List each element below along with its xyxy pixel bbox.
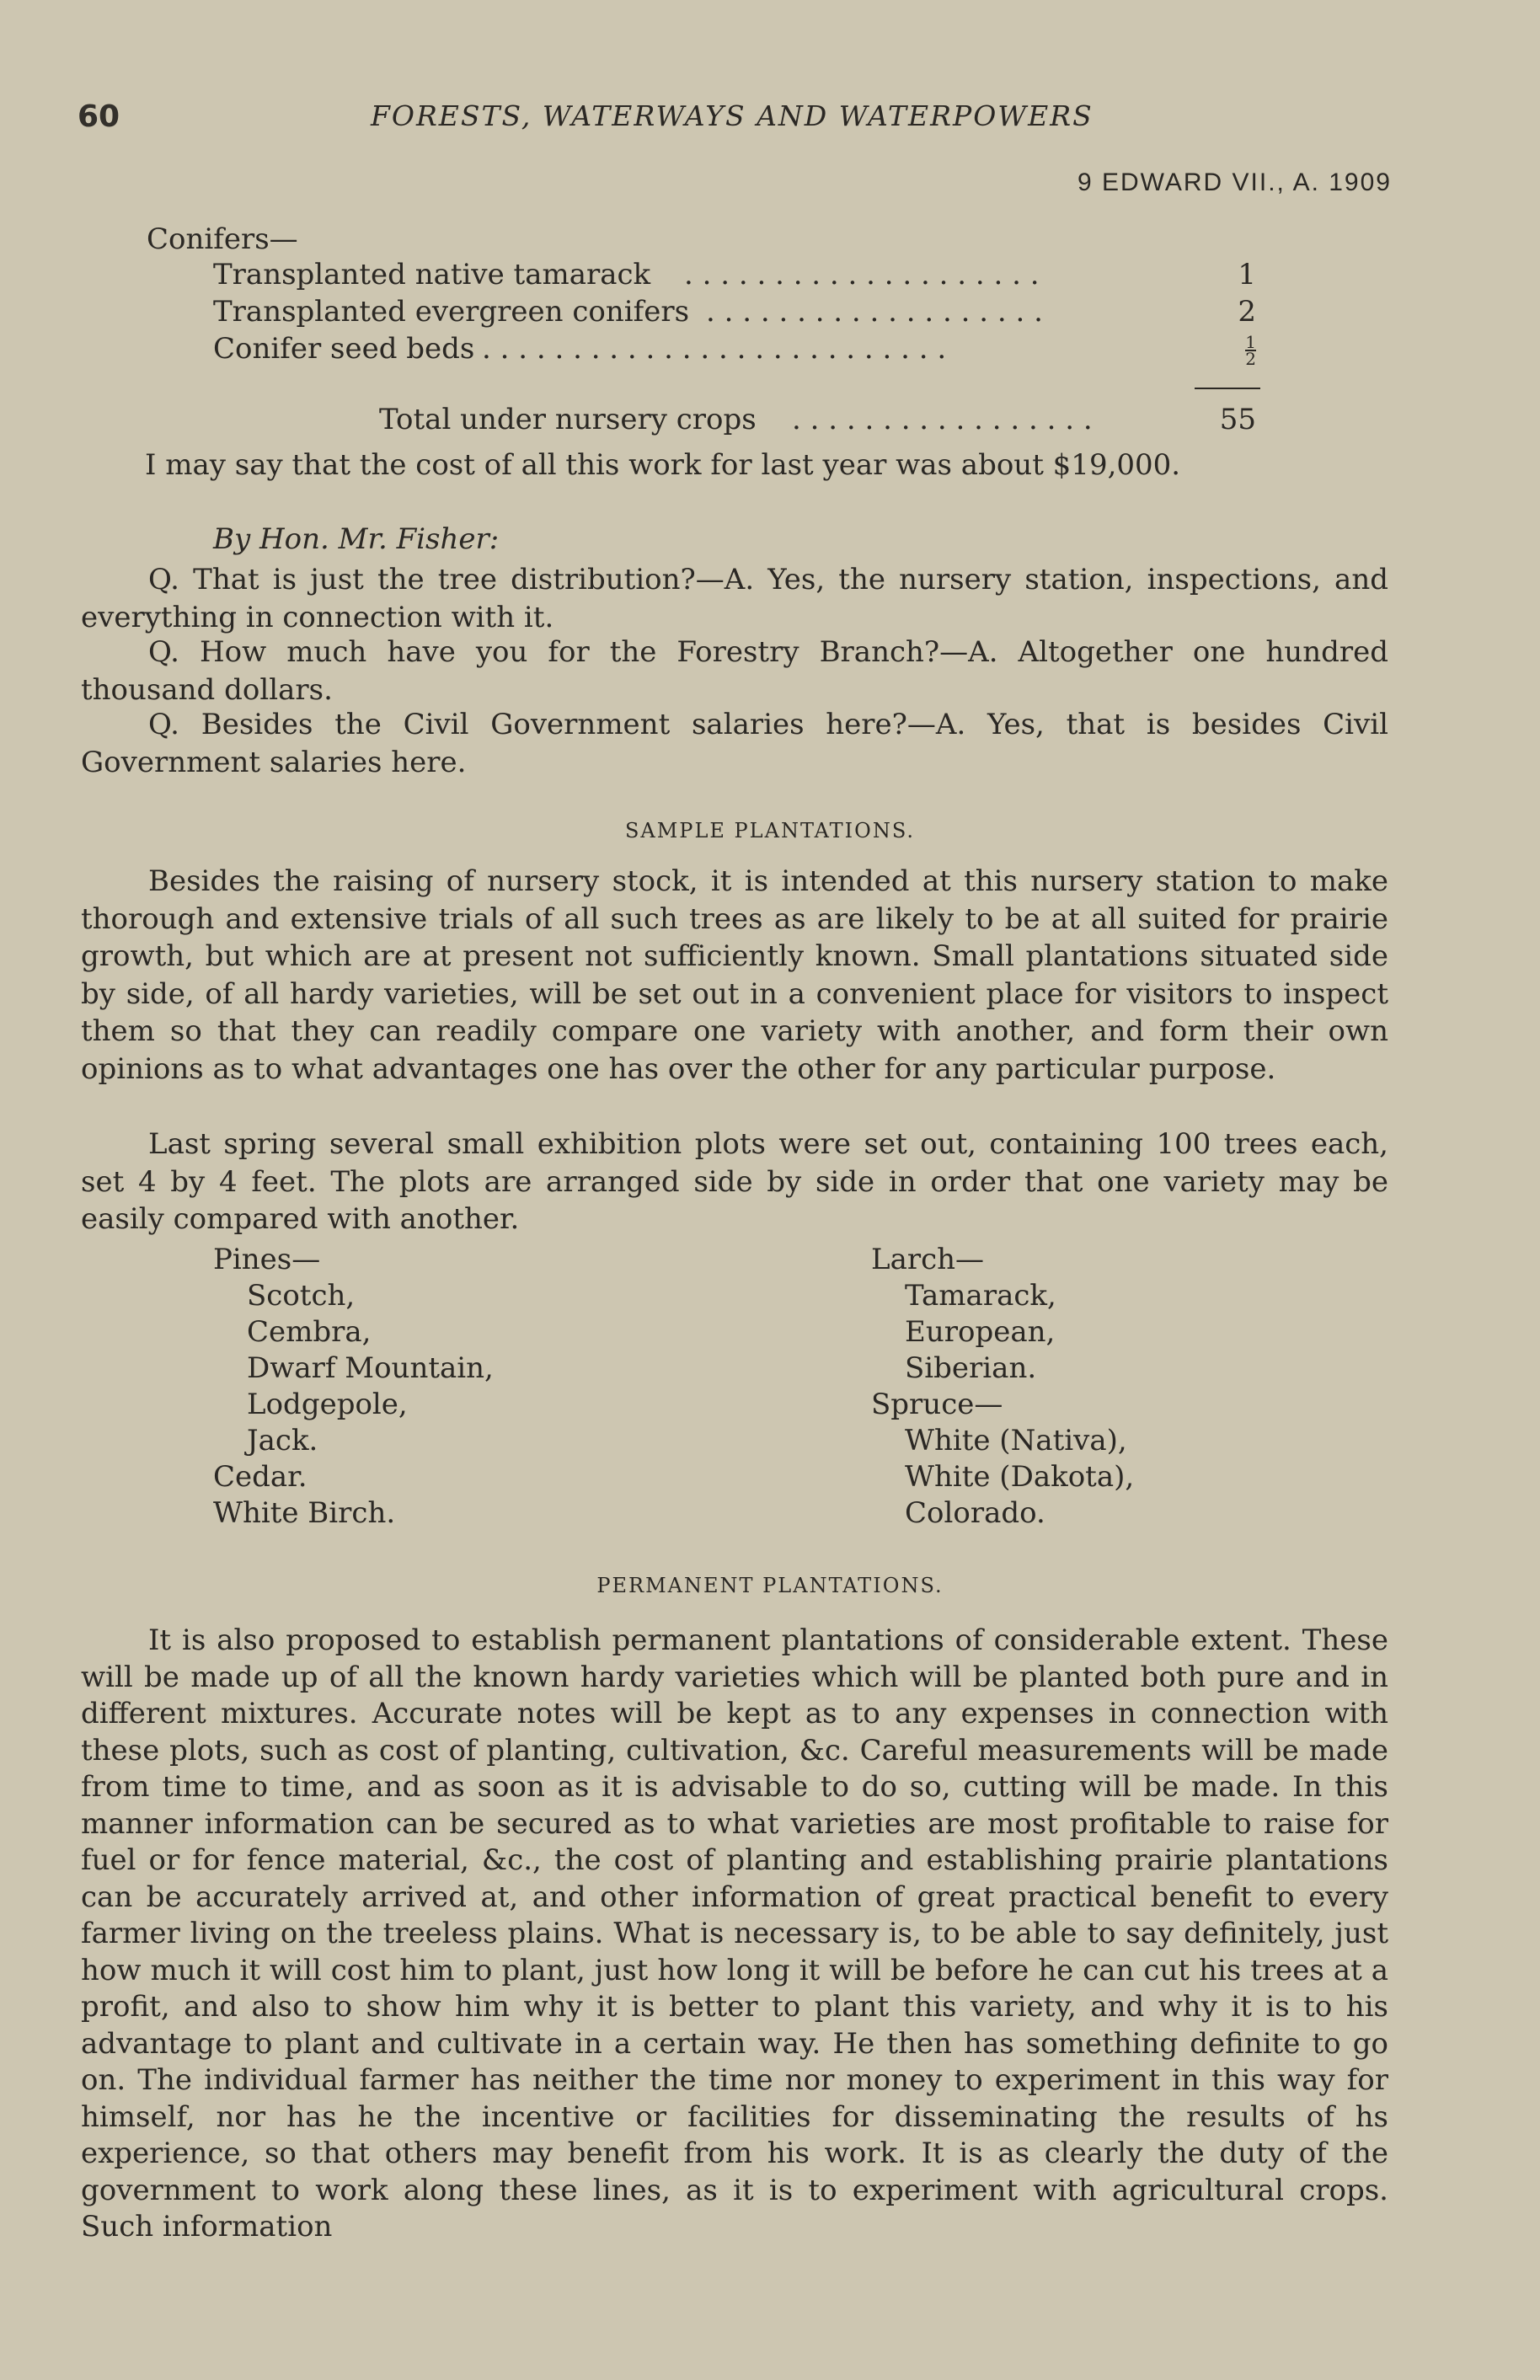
list-item: Lodgepole,: [247, 1388, 408, 1421]
total-rule: [1195, 388, 1260, 389]
row-value: 2: [1238, 295, 1256, 329]
body-paragraph: Besides the raising of nursery stock, it is intended at this nursery station to make thorough and extensive trials of all such trees as are likely to be at all suited for prairie growth, but which are at present not sufficiently known. Small plantations situated side by side, of all hardy varieties, will be set out in a convenient place for visitors to inspect them so that they can readily compare one variety with another, and form their own opinions as to what advantages one has over the other for any particular purpose.: [81, 864, 1388, 1086]
fraction: $\frac{1}{2}$: [1245, 332, 1256, 369]
list-item: Tamarack,: [905, 1279, 1056, 1313]
nursery-row: [0, 295, 1540, 332]
list-item: Cedar.: [213, 1460, 307, 1494]
list-item: Jack.: [247, 1424, 318, 1457]
cost-line: I may say that the cost of all this work for last year was about $19,000.: [145, 448, 1181, 482]
list-heading: Spruce—: [871, 1388, 1003, 1421]
total-value: 55: [1219, 403, 1256, 436]
leader-dots: . . . . . . . . . . . . . . . . . . . .: [684, 258, 1040, 291]
species-list-right: [871, 1242, 1134, 1532]
list-item: Cembra,: [247, 1315, 372, 1349]
qa-paragraph: Q. How much have you for the Forestry Branch?—A. Altogether one hundred thousand dollars.: [81, 635, 1388, 707]
qa-paragraph: Q. Besides the Civil Government salaries here?—A. Yes, that is besides Civil Government salaries here.: [81, 708, 1388, 779]
leader-dots: . . . . . . . . . . . . . . . . .: [792, 403, 1093, 436]
list-item: White (Dakota),: [905, 1460, 1135, 1494]
list-item: Colorado.: [905, 1496, 1045, 1530]
section-heading: PERMANENT PLANTATIONS.: [596, 1574, 944, 1597]
row-label: Transplanted native tamarack: [213, 258, 651, 291]
qa-paragraph: Q. That is just the tree distribution?—A. Yes, the nursery station, inspections, and everything in connection with it.: [81, 563, 1388, 634]
list-heading: Pines—: [213, 1243, 321, 1276]
row-label: Conifer seed beds: [213, 332, 475, 366]
list-item: European,: [905, 1315, 1056, 1349]
body-paragraph: It is also proposed to establish permanent plantations of considerable extent. These will be made up of all the known hardy varieties which will be planted both pure and in different mixtures. Accurate notes will be kept as to any expenses in connection with these plots, such as cost of planting, cultivation, &c. Careful measurements will be made from time to time, and as soon as it is advisable to do so, cutting will be made. In this manner information can be secured as to what varieties are most profitable to raise for fuel or for fence material, &c., the cost of planting and establishing prairie plantations can be accurately arrived at, and other information of great practical benefit to every farmer living on the treeless plains. What is necessary is, to be able to say definitely, just how much it will cost him to plant, just how long it will be before he can cut his trees at a profit, and also to show him why it is better to plant this variety, and why it is to his advantage to plant and cultivate in a certain way. He then has something definite to go on. The individual farmer has neither the time nor money to experiment in this way for himself, nor has he the incentive or facilities for disseminating the results of hs experience, so that others may benefit from his work. It is as clearly the duty of the government to work along these lines, as it is to experiment with agricultural crops. Such information: [81, 1623, 1388, 2244]
body-paragraph: Last spring several small exhibition plots were set out, containing 100 trees each, set 4 by 4 feet. The plots are arranged side by side in order that one variety may be easily compared with another.: [81, 1127, 1388, 1236]
nursery-row: [0, 258, 1540, 295]
total-row: [0, 403, 1540, 440]
list-item: Scotch,: [247, 1279, 356, 1313]
leader-dots: . . . . . . . . . . . . . . . . . . .: [706, 295, 1043, 329]
list-item: Dwarf Mountain,: [247, 1351, 494, 1385]
section-heading: SAMPLE PLANTATIONS.: [624, 819, 916, 842]
session-label: 9 EDWARD VII., A. 1909: [1077, 168, 1392, 196]
list-item: Siberian.: [905, 1351, 1037, 1385]
row-value: 1: [1238, 258, 1256, 291]
total-label: Total under nursery crops: [379, 403, 757, 436]
examiner-line: By Hon. Mr. Fisher:: [213, 522, 500, 556]
conifers-heading: Conifers—: [147, 222, 298, 256]
row-label: Transplanted evergreen conifers: [213, 295, 690, 329]
list-item: White Birch.: [213, 1496, 396, 1530]
row-value-fraction: [1245, 332, 1256, 369]
nursery-row: [0, 332, 1540, 369]
list-item: White (Nativa),: [905, 1424, 1127, 1457]
running-title: FORESTS, WATERWAYS AND WATERPOWERS: [371, 99, 1094, 132]
species-list-left: [213, 1242, 494, 1532]
leader-dots: . . . . . . . . . . . . . . . . . . . . . . . . . .: [482, 332, 947, 366]
page-number: 60: [78, 99, 120, 134]
list-heading: Larch—: [871, 1243, 985, 1276]
